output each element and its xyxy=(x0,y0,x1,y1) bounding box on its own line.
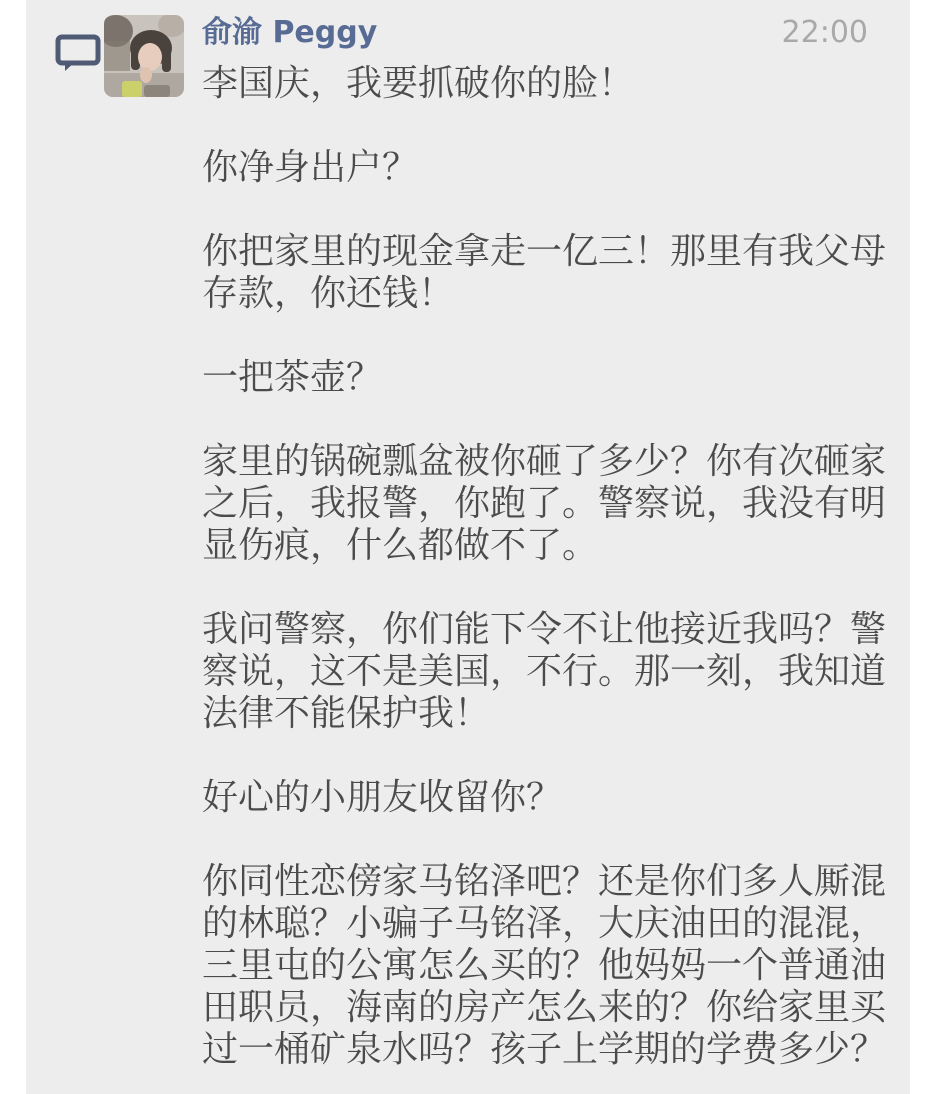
timestamp: 22:00 xyxy=(781,15,868,50)
message-paragraph: 一把茶壶？ xyxy=(202,357,383,398)
message-paragraph: 家里的锅碗瓢盆被你砸了多少？你有次砸家之后，我报警，你跑了。警察说，我没有明显伤痕，什么都做不了。 xyxy=(202,441,887,566)
post-content xyxy=(202,13,892,1071)
message-paragraph: 你同性恋傍家马铭泽吧？还是你们多人厮混的林聪？小骗子马铭泽，大庆油田的混混，三里屯的公寓怎么买的？他妈妈一个普通油田职员，海南的房产怎么来的？你给家里买过一桶矿泉水吗？孩子上学期的学费多少？ xyxy=(202,861,887,1070)
message-text xyxy=(202,63,892,1071)
comment-bubble-icon[interactable] xyxy=(55,34,101,72)
post-header xyxy=(202,13,892,57)
author-name[interactable]: 俞渝 Peggy xyxy=(202,15,378,50)
message-paragraph: 你净身出户？ xyxy=(202,147,419,188)
post-card xyxy=(26,0,910,1094)
message-paragraph: 你把家里的现金拿走一亿三！那里有我父母存款，你还钱！ xyxy=(202,231,887,314)
message-paragraph: 好心的小朋友收留你？ xyxy=(202,777,563,818)
message-paragraph: 李国庆，我要抓破你的脸！ xyxy=(202,63,635,104)
message-paragraph: 我问警察，你们能下令不让他接近我吗？警察说，这不是美国，不行。那一刻，我知道法律不能保护我！ xyxy=(202,609,887,734)
avatar[interactable] xyxy=(104,15,184,97)
